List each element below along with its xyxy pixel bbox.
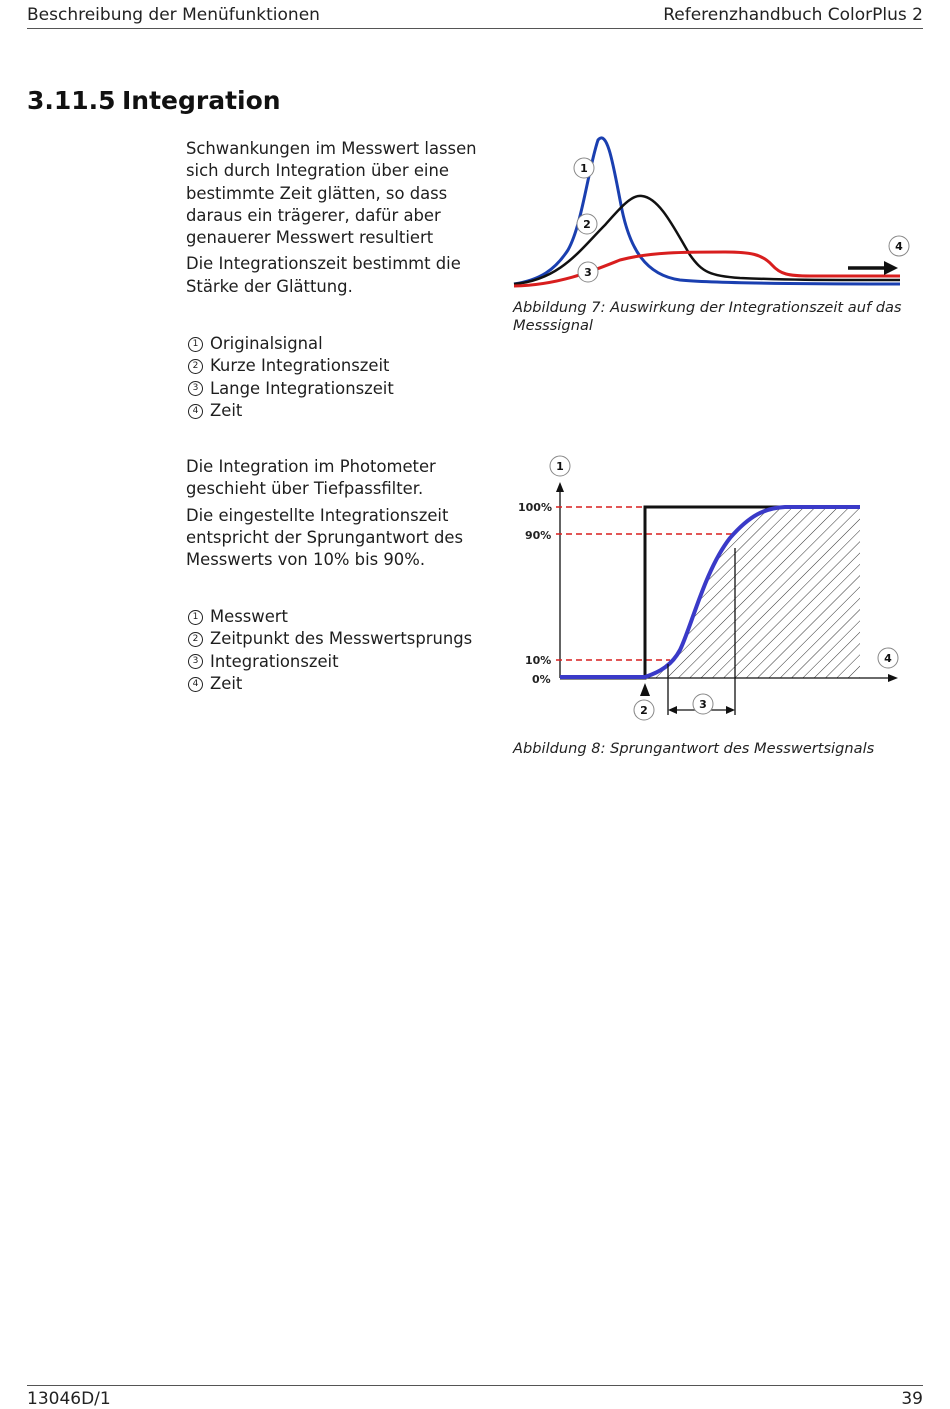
callout-1: [550, 456, 570, 476]
step-time-marker: [640, 683, 650, 696]
legend-marker: 3: [188, 381, 203, 396]
legend-marker: 1: [188, 337, 203, 352]
dim-arrow-right: [726, 706, 735, 714]
figure-integration-effect: [510, 130, 920, 290]
svg-text:2: 2: [583, 218, 591, 231]
legend-marker: 3: [188, 654, 203, 669]
page-number: 39: [901, 1389, 923, 1409]
legend-item: [186, 651, 486, 673]
callout-4: [889, 236, 909, 256]
legend-text: Zeitpunkt des Messwertsprungs: [210, 629, 473, 649]
block1-paragraph: Die Integrationszeit bestimmt die Stärke der Glättung.: [186, 254, 461, 296]
legend-marker: 4: [188, 404, 203, 419]
legend-text: Messwert: [210, 607, 288, 626]
integration-area-hatch: [640, 500, 865, 680]
block2-paragraph: Die Integration im Photometer geschieht über Tiefpassfilter.: [186, 457, 436, 499]
callout-2: [577, 214, 597, 234]
y-label-10: 10%: [525, 654, 552, 667]
svg-text:3: 3: [699, 698, 707, 711]
legend-item: [186, 378, 486, 400]
footer-rule: [27, 1385, 923, 1386]
running-header-right: Referenzhandbuch ColorPlus 2: [663, 5, 923, 25]
document-number: 13046D/1: [27, 1389, 111, 1409]
svg-text:4: 4: [884, 652, 892, 665]
legend-text: Integrationszeit: [210, 651, 339, 671]
callout-3: [693, 694, 713, 714]
block2-paragraph: Die eingestellte Integrationszeit entspricht der Sprungantwort des Messwerts von 10% bis 90%.: [186, 505, 464, 570]
figure8-caption: Abbildung 8: Sprungantwort des Messwertsignals: [513, 740, 875, 757]
legend-text: Zeit: [210, 400, 243, 420]
callout-4: [878, 648, 898, 668]
callout-3: [578, 262, 598, 282]
legend-marker: 4: [188, 677, 203, 692]
svg-text:3: 3: [584, 266, 592, 279]
svg-text:4: 4: [895, 240, 903, 253]
legend-text: Originalsignal: [210, 334, 323, 353]
block2-text: [186, 456, 486, 575]
legend-item: [186, 400, 486, 422]
block1-paragraph: Schwankungen im Messwert lassen sich durch Integration über eine bestimmte Zeit glätten, so dass daraus ein trägerer, dafür aber genauerer Messwert resultiert: [186, 139, 477, 248]
original-signal-curve: [514, 138, 900, 284]
section-heading: [27, 86, 281, 115]
time-arrow-head: [884, 261, 898, 275]
svg-text:1: 1: [580, 162, 588, 175]
dim-arrow-left: [668, 706, 677, 714]
header-rule: [27, 28, 923, 29]
callout-1: [574, 158, 594, 178]
y-label-0: 0%: [532, 673, 551, 686]
legend-marker: 2: [188, 359, 203, 374]
running-header-left: Beschreibung der Menüfunktionen: [27, 5, 320, 25]
figure7-caption: Abbildung 7: Auswirkung der Integrationszeit auf das Messsignal: [513, 299, 902, 334]
legend-item: [186, 606, 486, 628]
section-title: Integration: [122, 86, 281, 115]
legend-text: Kurze Integrationszeit: [210, 356, 390, 376]
y-axis-arrow: [556, 482, 564, 492]
svg-text:1: 1: [556, 460, 564, 473]
svg-text:2: 2: [640, 704, 648, 717]
legend-item: [186, 355, 486, 377]
y-label-100: 100%: [518, 501, 552, 514]
legend-text: Lange Integrationszeit: [210, 378, 394, 398]
legend-marker: 2: [188, 632, 203, 647]
legend-text: Zeit: [210, 673, 243, 693]
legend-marker: 1: [188, 610, 203, 625]
block2-legend: [186, 606, 486, 695]
y-label-90: 90%: [525, 529, 552, 542]
callout-2: [634, 700, 654, 720]
block1-text: [186, 138, 486, 302]
legend-item: [186, 333, 486, 355]
figure-step-response: [510, 450, 920, 730]
section-number: 3.11.5: [27, 86, 116, 115]
block1-legend: [186, 333, 486, 422]
legend-item: [186, 628, 486, 650]
x-axis-arrow: [888, 674, 898, 682]
legend-item: [186, 673, 486, 695]
